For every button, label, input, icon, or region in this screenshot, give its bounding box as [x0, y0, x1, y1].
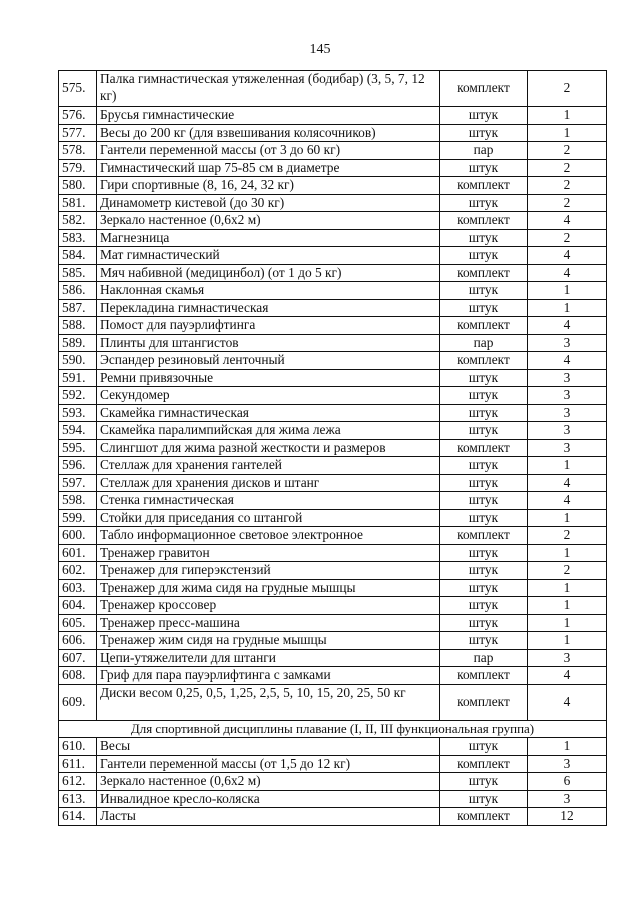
table-row — [59, 369, 607, 387]
item-number: 604. — [59, 597, 97, 615]
item-number: 584. — [59, 247, 97, 265]
item-number: 594. — [59, 422, 97, 440]
item-number: 586. — [59, 282, 97, 300]
item-unit: комплект — [440, 212, 528, 230]
item-quantity: 1 — [528, 738, 607, 756]
item-number: 583. — [59, 229, 97, 247]
item-number: 588. — [59, 317, 97, 335]
item-name: Зеркало настенное (0,6x2 м) — [97, 773, 440, 791]
item-unit: штук — [440, 544, 528, 562]
table-row — [59, 492, 607, 510]
item-name: Ласты — [97, 808, 440, 826]
table-row — [59, 738, 607, 756]
item-unit: штук — [440, 632, 528, 650]
item-quantity: 1 — [528, 107, 607, 125]
item-quantity: 3 — [528, 649, 607, 667]
table-row — [59, 282, 607, 300]
item-name: Гири спортивные (8, 16, 24, 32 кг) — [97, 177, 440, 195]
item-quantity: 3 — [528, 387, 607, 405]
item-name: Зеркало настенное (0,6x2 м) — [97, 212, 440, 230]
item-unit: штук — [440, 369, 528, 387]
item-number: 597. — [59, 474, 97, 492]
table-row — [59, 159, 607, 177]
item-number: 614. — [59, 808, 97, 826]
item-name: Инвалидное кресло-коляска — [97, 790, 440, 808]
item-number: 598. — [59, 492, 97, 510]
item-quantity: 3 — [528, 422, 607, 440]
equipment-table-body — [59, 71, 607, 826]
item-number: 610. — [59, 738, 97, 756]
item-unit: штук — [440, 597, 528, 615]
item-quantity: 1 — [528, 509, 607, 527]
item-quantity: 2 — [528, 177, 607, 195]
item-quantity: 4 — [528, 684, 607, 720]
item-name: Слингшот для жима разной жесткости и размеров — [97, 439, 440, 457]
item-number: 595. — [59, 439, 97, 457]
item-unit: штук — [440, 194, 528, 212]
item-number: 585. — [59, 264, 97, 282]
table-row — [59, 124, 607, 142]
item-number: 580. — [59, 177, 97, 195]
item-number: 581. — [59, 194, 97, 212]
item-unit: пар — [440, 142, 528, 160]
item-number: 605. — [59, 614, 97, 632]
item-name: Эспандер резиновый ленточный — [97, 352, 440, 370]
item-number: 613. — [59, 790, 97, 808]
item-number: 577. — [59, 124, 97, 142]
item-number: 593. — [59, 404, 97, 422]
item-name: Тренажер для жима сидя на грудные мышцы — [97, 579, 440, 597]
item-unit: штук — [440, 107, 528, 125]
item-name: Перекладина гимнастическая — [97, 299, 440, 317]
table-row — [59, 422, 607, 440]
item-number: 578. — [59, 142, 97, 160]
item-name: Гантели переменной массы (от 1,5 до 12 кг) — [97, 755, 440, 773]
item-number: 579. — [59, 159, 97, 177]
item-name: Табло информационное световое электронное — [97, 527, 440, 545]
item-quantity: 1 — [528, 597, 607, 615]
item-unit: штук — [440, 738, 528, 756]
item-unit: штук — [440, 422, 528, 440]
item-unit: комплект — [440, 667, 528, 685]
item-number: 575. — [59, 71, 97, 107]
item-name: Помост для пауэрлифтинга — [97, 317, 440, 335]
item-unit: штук — [440, 614, 528, 632]
item-name: Магнезница — [97, 229, 440, 247]
item-unit: штук — [440, 773, 528, 791]
table-row — [59, 597, 607, 615]
item-number: 607. — [59, 649, 97, 667]
item-unit: штук — [440, 579, 528, 597]
item-quantity: 2 — [528, 562, 607, 580]
item-quantity: 2 — [528, 71, 607, 107]
item-quantity: 4 — [528, 492, 607, 510]
item-quantity: 12 — [528, 808, 607, 826]
table-row — [59, 667, 607, 685]
item-name: Тренажер жим сидя на грудные мышцы — [97, 632, 440, 650]
table-row — [59, 404, 607, 422]
table-row — [59, 808, 607, 826]
table-row — [59, 649, 607, 667]
item-number: 601. — [59, 544, 97, 562]
item-number: 596. — [59, 457, 97, 475]
item-unit: штук — [440, 229, 528, 247]
table-row — [59, 509, 607, 527]
item-name: Гимнастический шар 75-85 см в диаметре — [97, 159, 440, 177]
item-number: 587. — [59, 299, 97, 317]
item-number: 602. — [59, 562, 97, 580]
item-quantity: 1 — [528, 579, 607, 597]
item-name: Гантели переменной массы (от 3 до 60 кг) — [97, 142, 440, 160]
table-row — [59, 317, 607, 335]
table-row — [59, 755, 607, 773]
item-quantity: 1 — [528, 632, 607, 650]
item-number: 589. — [59, 334, 97, 352]
item-unit: комплект — [440, 439, 528, 457]
table-row — [59, 632, 607, 650]
item-number: 611. — [59, 755, 97, 773]
item-quantity: 2 — [528, 142, 607, 160]
item-name: Наклонная скамья — [97, 282, 440, 300]
item-name: Мяч набивной (медицинбол) (от 1 до 5 кг) — [97, 264, 440, 282]
item-quantity: 2 — [528, 527, 607, 545]
item-unit: штук — [440, 282, 528, 300]
item-quantity: 1 — [528, 544, 607, 562]
item-name: Секундомер — [97, 387, 440, 405]
item-unit: комплект — [440, 684, 528, 720]
item-name: Скамейка паралимпийская для жима лежа — [97, 422, 440, 440]
table-row — [59, 177, 607, 195]
item-unit: штук — [440, 562, 528, 580]
item-unit: штук — [440, 387, 528, 405]
table-row — [59, 457, 607, 475]
item-unit: штук — [440, 159, 528, 177]
group-header-row — [59, 720, 607, 738]
item-unit: штук — [440, 474, 528, 492]
item-unit: штук — [440, 492, 528, 510]
item-quantity: 3 — [528, 334, 607, 352]
table-row — [59, 579, 607, 597]
item-quantity: 6 — [528, 773, 607, 791]
item-quantity: 1 — [528, 299, 607, 317]
item-quantity: 1 — [528, 282, 607, 300]
item-quantity: 1 — [528, 614, 607, 632]
table-row — [59, 562, 607, 580]
item-number: 582. — [59, 212, 97, 230]
item-unit: комплект — [440, 177, 528, 195]
item-quantity: 1 — [528, 124, 607, 142]
page-number: 145 — [309, 42, 331, 57]
item-number: 608. — [59, 667, 97, 685]
item-quantity: 2 — [528, 229, 607, 247]
item-quantity: 2 — [528, 194, 607, 212]
item-unit: штук — [440, 247, 528, 265]
item-number: 600. — [59, 527, 97, 545]
table-row — [59, 387, 607, 405]
item-unit: штук — [440, 404, 528, 422]
item-name: Весы до 200 кг (для взвешивания колясочников) — [97, 124, 440, 142]
table-row — [59, 194, 607, 212]
table-row — [59, 264, 607, 282]
item-name: Диски весом 0,25, 0,5, 1,25, 2,5, 5, 10, 15, 20, 25, 50 кг — [97, 684, 440, 720]
item-unit: штук — [440, 299, 528, 317]
item-name: Мат гимнастический — [97, 247, 440, 265]
item-unit: комплект — [440, 808, 528, 826]
item-quantity: 1 — [528, 457, 607, 475]
item-quantity: 3 — [528, 404, 607, 422]
item-number: 592. — [59, 387, 97, 405]
item-quantity: 2 — [528, 159, 607, 177]
table-row — [59, 71, 607, 107]
item-number: 590. — [59, 352, 97, 370]
table-row — [59, 439, 607, 457]
item-name: Стеллаж для хранения дисков и штанг — [97, 474, 440, 492]
item-unit: комплект — [440, 352, 528, 370]
item-unit: штук — [440, 790, 528, 808]
table-row — [59, 212, 607, 230]
table-row — [59, 790, 607, 808]
item-name: Стеллаж для хранения гантелей — [97, 457, 440, 475]
table-row — [59, 527, 607, 545]
item-quantity: 4 — [528, 264, 607, 282]
item-quantity: 4 — [528, 474, 607, 492]
table-row — [59, 544, 607, 562]
item-quantity: 4 — [528, 247, 607, 265]
item-unit: штук — [440, 457, 528, 475]
item-name: Стенка гимнастическая — [97, 492, 440, 510]
table-row — [59, 614, 607, 632]
table-row — [59, 352, 607, 370]
item-quantity: 4 — [528, 317, 607, 335]
item-name: Тренажер пресс-машина — [97, 614, 440, 632]
item-quantity: 4 — [528, 667, 607, 685]
table-row — [59, 474, 607, 492]
table-row — [59, 334, 607, 352]
item-name: Весы — [97, 738, 440, 756]
item-number: 603. — [59, 579, 97, 597]
item-name: Плинты для штангистов — [97, 334, 440, 352]
table-row — [59, 142, 607, 160]
item-number: 609. — [59, 684, 97, 720]
item-name: Тренажер для гиперэкстензий — [97, 562, 440, 580]
item-quantity: 3 — [528, 439, 607, 457]
item-name: Цепи-утяжелители для штанги — [97, 649, 440, 667]
item-unit: комплект — [440, 71, 528, 107]
item-number: 606. — [59, 632, 97, 650]
item-unit: комплект — [440, 527, 528, 545]
table-row — [59, 229, 607, 247]
group-title: Для спортивной дисциплины плавание (I, II, III функциональная группа) — [59, 720, 607, 738]
item-name: Скамейка гимнастическая — [97, 404, 440, 422]
item-unit: штук — [440, 124, 528, 142]
item-number: 576. — [59, 107, 97, 125]
item-unit: штук — [440, 509, 528, 527]
item-name: Динамометр кистевой (до 30 кг) — [97, 194, 440, 212]
item-number: 591. — [59, 369, 97, 387]
item-quantity: 3 — [528, 369, 607, 387]
item-unit: комплект — [440, 264, 528, 282]
item-name: Ремни привязочные — [97, 369, 440, 387]
item-number: 612. — [59, 773, 97, 791]
table-row — [59, 247, 607, 265]
table-row — [59, 684, 607, 720]
table-row — [59, 773, 607, 791]
item-unit: пар — [440, 649, 528, 667]
item-unit: комплект — [440, 755, 528, 773]
item-name: Гриф для пара пауэрлифтинга с замками — [97, 667, 440, 685]
item-name: Палка гимнастическая утяжеленная (бодибар) (3, 5, 7, 12 кг) — [97, 71, 440, 107]
item-name: Тренажер гравитон — [97, 544, 440, 562]
item-unit: комплект — [440, 317, 528, 335]
equipment-table — [58, 70, 607, 826]
item-name: Тренажер кроссовер — [97, 597, 440, 615]
item-name: Стойки для приседания со штангой — [97, 509, 440, 527]
item-unit: пар — [440, 334, 528, 352]
item-number: 599. — [59, 509, 97, 527]
table-row — [59, 299, 607, 317]
item-quantity: 3 — [528, 790, 607, 808]
item-quantity: 4 — [528, 212, 607, 230]
item-name: Брусья гимнастические — [97, 107, 440, 125]
table-row — [59, 107, 607, 125]
item-quantity: 3 — [528, 755, 607, 773]
item-quantity: 4 — [528, 352, 607, 370]
